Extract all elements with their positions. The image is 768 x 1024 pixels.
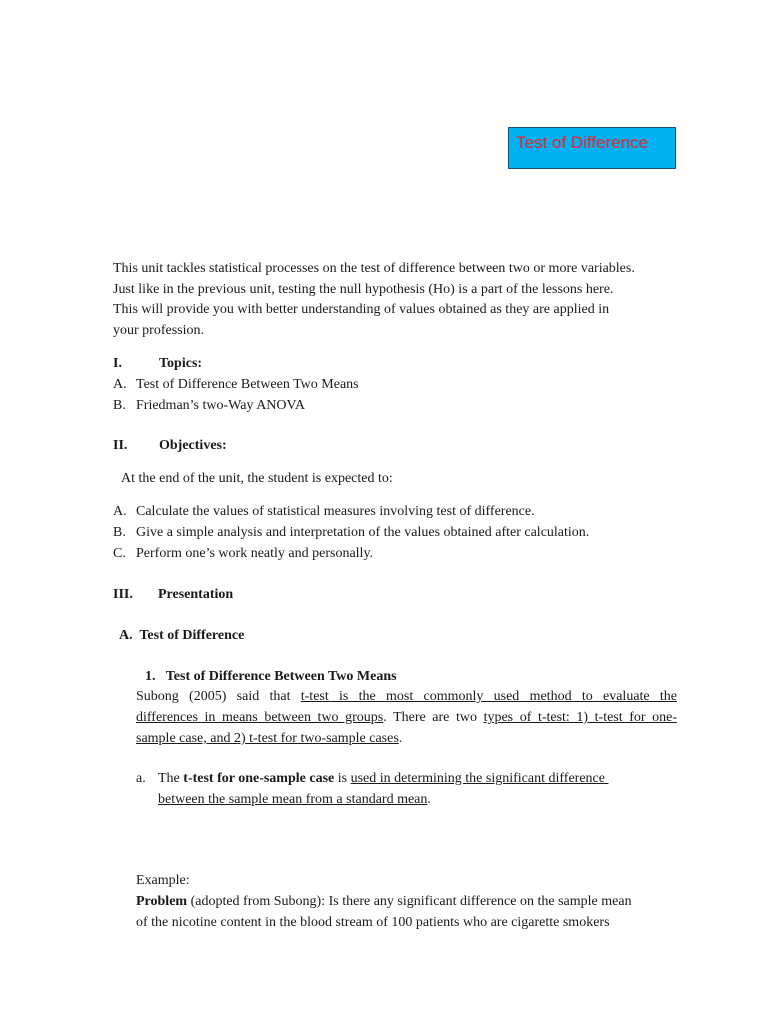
title-box [508, 127, 676, 169]
intro-line-4: your profession. [113, 323, 204, 338]
objective-marker-c: C. [113, 546, 126, 561]
example-label: Example: [136, 873, 190, 888]
section-2-heading: Objectives: [159, 438, 227, 453]
intro-line-2: Just like in the previous unit, testing the null hypothesis (Ho) is a part of the lessons here. [113, 282, 614, 297]
intro-line-3: This will provide you with better understanding of values obtained as they are applied in [113, 302, 610, 317]
objectives-lead: At the end of the unit, the student is expected to: [121, 471, 393, 486]
objective-marker-a: A. [113, 504, 127, 519]
paragraph-line-3: sample case, and 2) t-test for two-sample cases. [136, 731, 403, 746]
problem-line-2: of the nicotine content in the blood stream of 100 patients who are cigarette smokers [136, 915, 610, 930]
objective-item-c: Perform one’s work neatly and personally. [136, 546, 374, 561]
subheading-1: 1. Test of Difference Between Two Means [145, 669, 397, 684]
page-title: Test of Difference [516, 133, 648, 152]
section-2-numeral: II. [113, 438, 128, 453]
topic-marker-b: B. [113, 398, 126, 413]
intro-line-1: This unit tackles statistical processes on the test of difference between two or more variables. [113, 261, 635, 276]
objective-item-b: Give a simple analysis and interpretation of the values obtained after calculation. [136, 525, 590, 540]
topic-item-b: Friedman’s two-Way ANOVA [136, 398, 305, 413]
item-a-line-1: The t-test for one-sample case is used in determining the significant difference [158, 771, 609, 786]
item-a-line-2: between the sample mean from a standard mean. [158, 792, 431, 807]
paragraph-line-1: Subong (2005) said that t-test is the most commonly used method to evaluate the [136, 689, 678, 704]
paragraph-line-2: differences in means between two groups. There are two types of t-test: 1) t-test for one- [136, 710, 678, 725]
item-a-marker: a. [136, 771, 146, 786]
objective-marker-b: B. [113, 525, 126, 540]
section-1-heading: Topics: [159, 356, 203, 371]
problem-line-1: Problem (adopted from Subong): Is there any significant difference on the sample mean [136, 894, 632, 909]
t-test-paragraph [136, 686, 677, 749]
subheading-a: A. Test of Difference [119, 628, 245, 643]
topic-item-a: Test of Difference Between Two Means [136, 377, 359, 392]
section-3-numeral: III. [113, 587, 133, 602]
section-3-heading: Presentation [158, 587, 234, 602]
objective-item-a: Calculate the values of statistical measures involving test of difference. [136, 504, 535, 519]
section-1-numeral: I. [113, 356, 122, 371]
topic-marker-a: A. [113, 377, 127, 392]
